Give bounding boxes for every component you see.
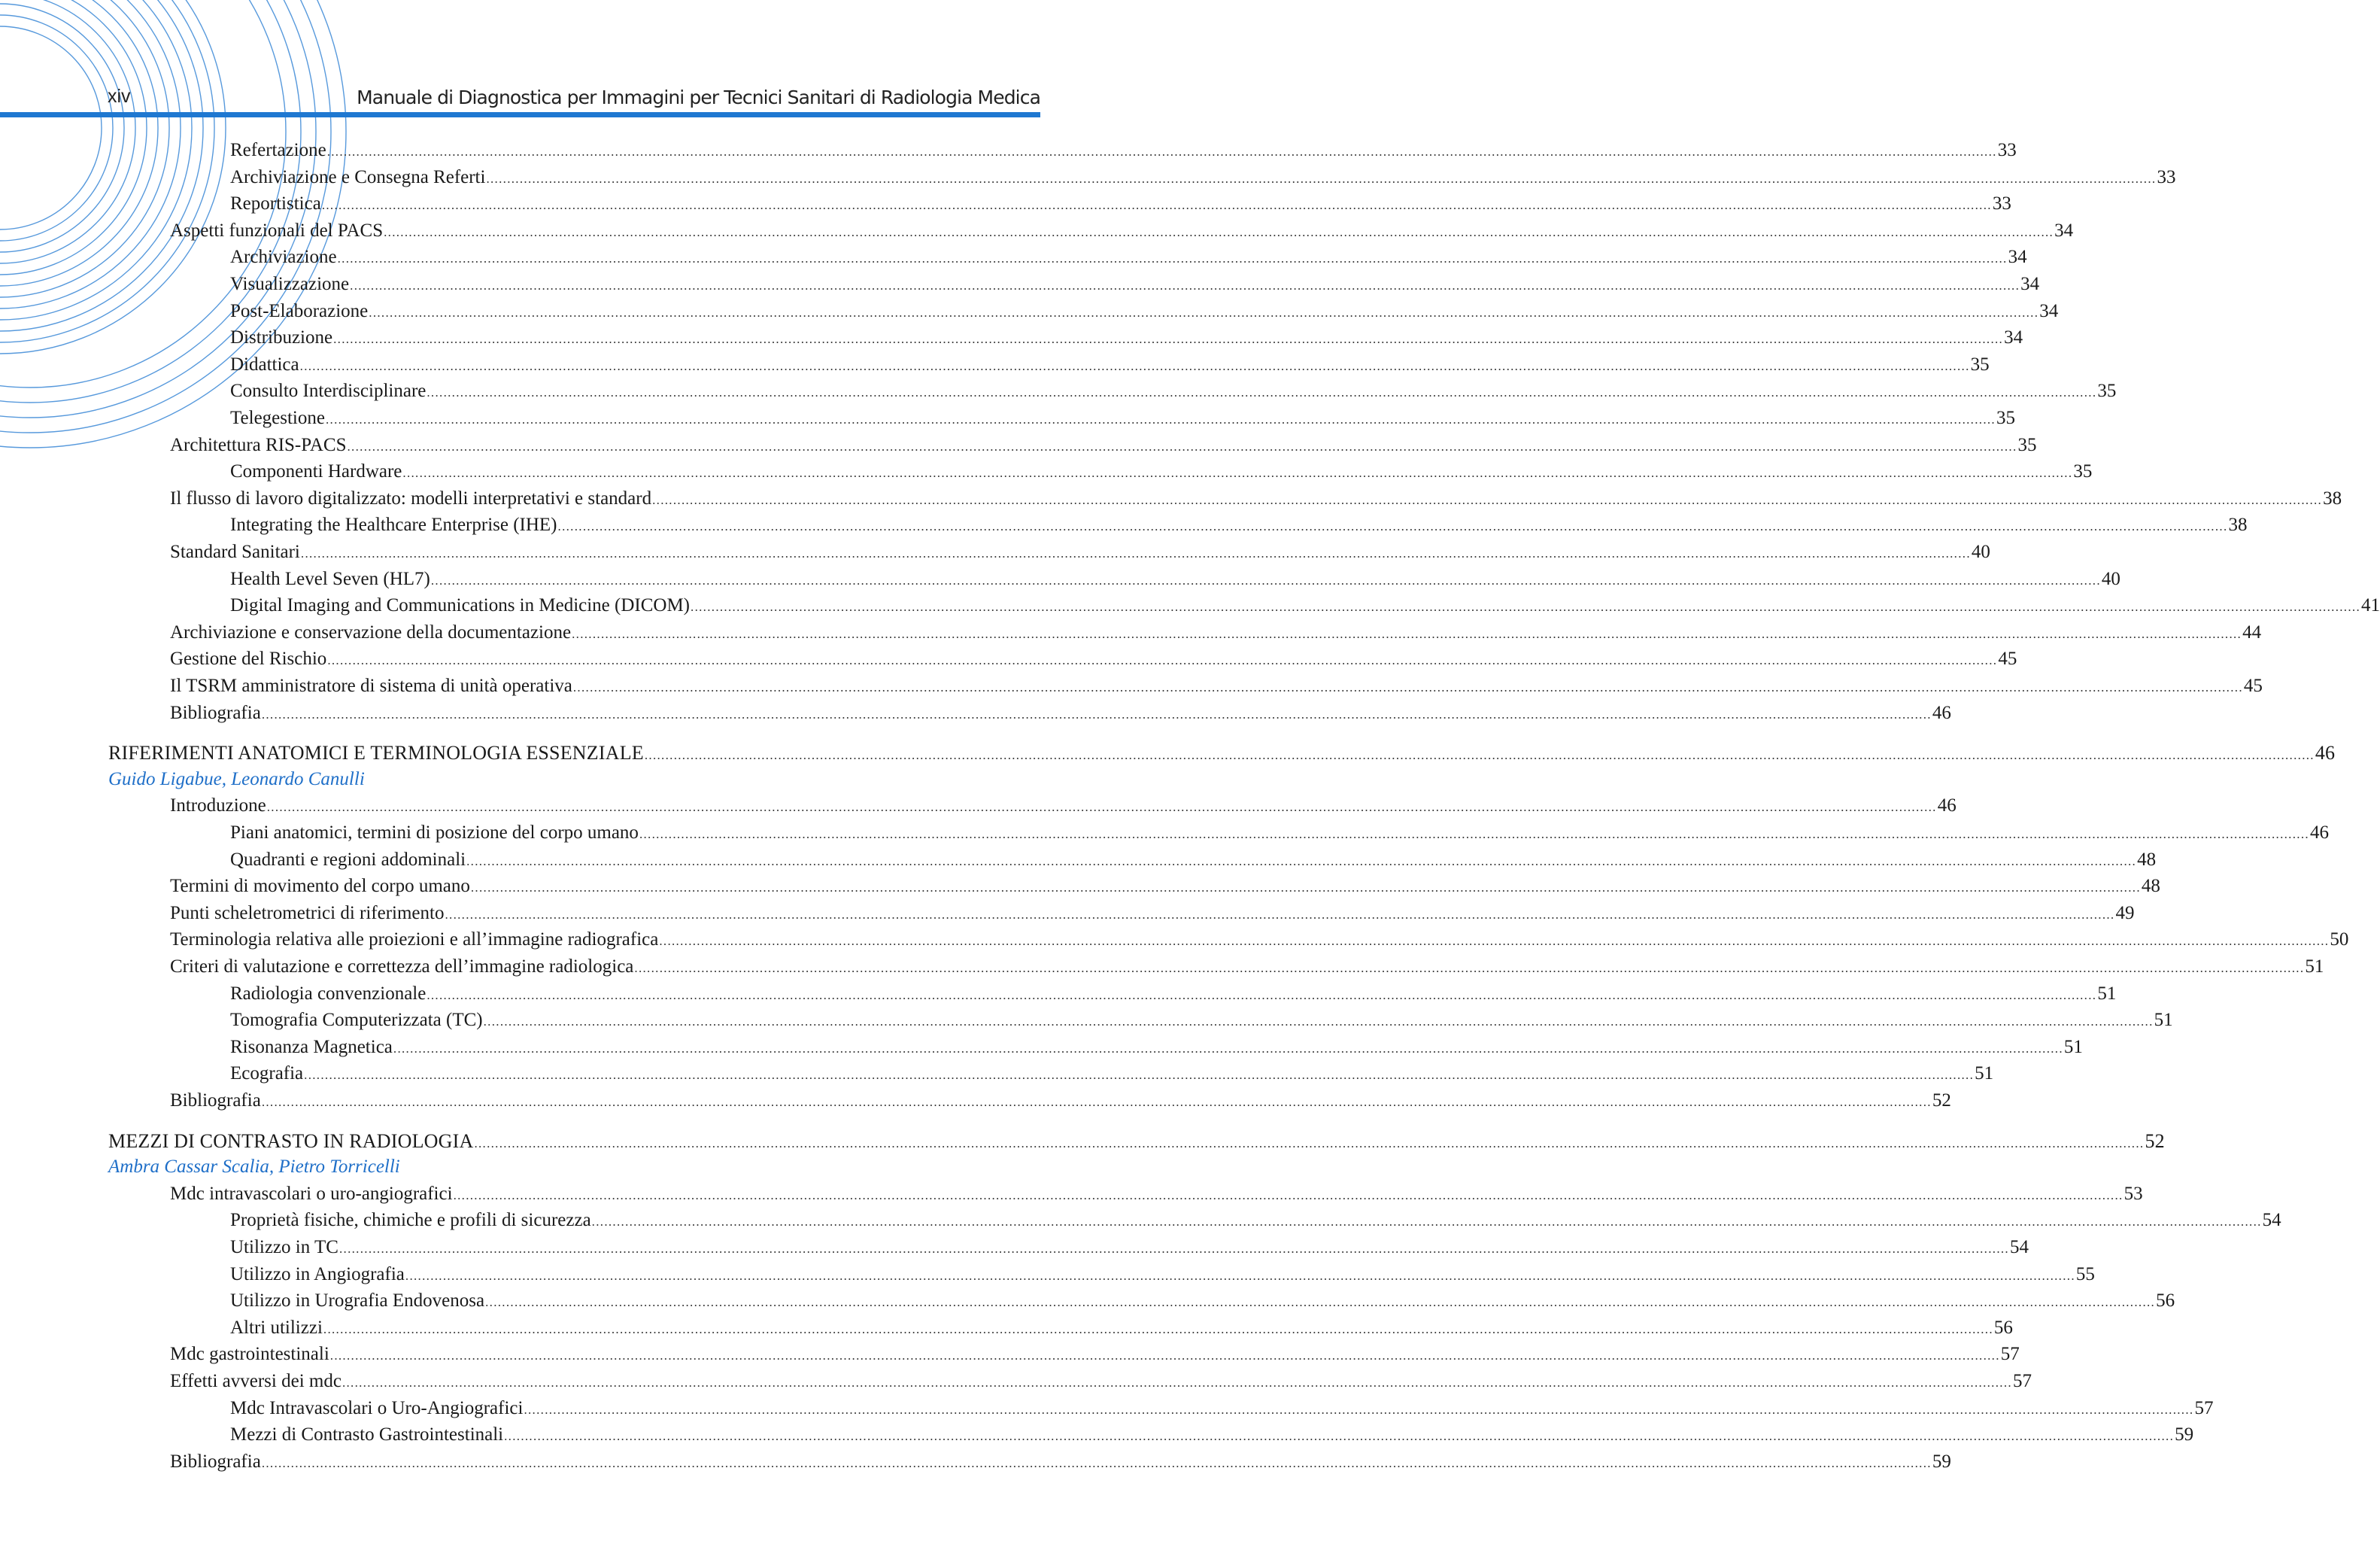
toc-subentry[interactable] — [230, 408, 2015, 435]
toc-entry[interactable] — [170, 488, 2342, 515]
dot-leader: ................................................................................................................................................................................................................................................................................................................................................................................................................ — [572, 680, 2243, 695]
entry-page: 57 — [2194, 1397, 2214, 1418]
entry-title: Reportistica — [230, 193, 321, 214]
entry-page: 46 — [1937, 795, 1957, 816]
entry-page: 46 — [1932, 702, 1951, 723]
entry-page: 54 — [2009, 1237, 2029, 1257]
entry-title: Terminologia relativa alle proiezioni e all’immagine radiografica — [170, 929, 659, 950]
entry-title: Criteri di valutazione e correttezza dell’immagine radiologica — [170, 956, 634, 977]
toc-entry[interactable] — [170, 795, 1957, 822]
toc-entry[interactable] — [170, 542, 1990, 569]
toc-subentry[interactable] — [230, 247, 2027, 274]
chapter-authors: Guido Ligabue, Leonardo Canulli — [108, 768, 365, 789]
entry-page: 55 — [2075, 1263, 2095, 1284]
dot-leader: ................................................................................................................................................................................................................................................................................................................................................................................................................ — [342, 1375, 2012, 1390]
entry-title: Bibliografia — [170, 1451, 261, 1472]
dot-leader: ................................................................................................................................................................................................................................................................................................................................................................................................................ — [430, 573, 2101, 588]
toc-entry[interactable] — [170, 929, 2349, 956]
entry-page: 59 — [2175, 1424, 2194, 1445]
dot-leader: ................................................................................................................................................................................................................................................................................................................................................................................................................ — [427, 987, 2097, 1002]
entry-page: 35 — [2073, 461, 2093, 482]
entry-page: 33 — [1992, 193, 2011, 214]
entry-page: 51 — [2097, 983, 2117, 1004]
entry-page: 49 — [2115, 902, 2135, 923]
entry-title: Distribuzione — [230, 327, 333, 348]
dot-leader: ................................................................................................................................................................................................................................................................................................................................................................................................................ — [474, 1135, 2145, 1150]
entry-title: Digital Imaging and Communications in Medicine (DICOM) — [230, 595, 691, 616]
toc-subentry[interactable] — [230, 1317, 2013, 1345]
dot-leader: ................................................................................................................................................................................................................................................................................................................................................................................................................ — [691, 600, 2361, 615]
dot-leader: ................................................................................................................................................................................................................................................................................................................................................................................................................ — [639, 827, 2309, 841]
toc-subentry[interactable] — [230, 1210, 2281, 1237]
dot-leader: ................................................................................................................................................................................................................................................................................................................................................................................................................ — [634, 961, 2305, 975]
toc-entry[interactable] — [170, 434, 2037, 462]
dot-leader: ................................................................................................................................................................................................................................................................................................................................................................................................................ — [393, 1041, 2063, 1056]
entry-title: Tomografia Computerizzata (TC) — [230, 1010, 483, 1031]
dot-leader: ................................................................................................................................................................................................................................................................................................................................................................................................................ — [261, 1095, 1932, 1109]
entry-page: 52 — [1932, 1090, 1951, 1111]
toc-subentry[interactable] — [230, 595, 2380, 622]
entry-page: 51 — [2063, 1036, 2083, 1057]
toc-subentry[interactable] — [230, 381, 2117, 408]
entry-page: 46 — [2309, 822, 2329, 843]
dot-leader: ................................................................................................................................................................................................................................................................................................................................................................................................................ — [652, 492, 2323, 507]
entry-title: Health Level Seven (HL7) — [230, 568, 430, 589]
entry-page: 51 — [2154, 1010, 2173, 1031]
dot-leader: ................................................................................................................................................................................................................................................................................................................................................................................................................ — [659, 934, 2330, 949]
toc-entry[interactable] — [170, 1183, 2143, 1211]
toc-subentry[interactable] — [230, 461, 2093, 488]
entry-title: Post-Elaborazione — [230, 300, 369, 321]
entry-title: Bibliografia — [170, 702, 261, 723]
entry-title: Effetti avversi dei mdc — [170, 1371, 342, 1391]
entry-page: 57 — [2000, 1344, 2020, 1365]
entry-title: MEZZI DI CONTRASTO IN RADIOLOGIA — [108, 1129, 474, 1152]
toc-subentry[interactable] — [230, 193, 2011, 220]
entry-title: Piani anatomici, termini di posizione del corpo umano — [230, 822, 639, 843]
entry-title: Utilizzo in Angiografia — [230, 1263, 405, 1284]
dot-leader: ................................................................................................................................................................................................................................................................................................................................................................................................................ — [483, 1014, 2154, 1029]
entry-title: Mezzi di Contrasto Gastrointestinali — [230, 1424, 504, 1445]
toc-subentry[interactable] — [230, 515, 2248, 542]
entry-title: Didattica — [230, 354, 299, 375]
toc-subentry[interactable] — [230, 1010, 2173, 1037]
toc-entry[interactable] — [170, 1371, 2032, 1398]
entry-page: 51 — [1975, 1063, 1994, 1084]
entry-title: Archiviazione e conservazione della documentazione — [170, 622, 572, 643]
entry-title: Archiviazione — [230, 247, 337, 268]
entry-title: Utilizzo in TC — [230, 1237, 338, 1257]
entry-page: 48 — [2141, 876, 2160, 897]
entry-page: 56 — [2156, 1290, 2175, 1312]
toc-entry[interactable] — [170, 1451, 1951, 1479]
dot-leader: ................................................................................................................................................................................................................................................................................................................................................................................................................ — [266, 800, 1937, 815]
toc-subentry[interactable] — [230, 1063, 1994, 1090]
toc-subentry[interactable] — [230, 568, 2120, 596]
entry-title: Consulto Interdisciplinare — [230, 381, 427, 402]
toc-subentry[interactable] — [230, 354, 1990, 381]
entry-page: 52 — [2145, 1129, 2165, 1152]
entry-title: Gestione del Rischio — [170, 649, 327, 670]
entry-page: 35 — [2017, 434, 2037, 455]
entry-page: 45 — [1998, 649, 2017, 670]
chapter-authors: Ambra Cassar Scalia, Pietro Torricelli — [108, 1157, 400, 1178]
entry-title: Il flusso di lavoro digitalizzato: modelli interpretativi e standard — [170, 488, 652, 509]
entry-page: 35 — [1996, 408, 2015, 428]
dot-leader: ................................................................................................................................................................................................................................................................................................................................................................................................................ — [333, 332, 2004, 347]
toc-entry[interactable] — [170, 702, 1951, 730]
entry-page: 34 — [2039, 300, 2059, 321]
entry-page: 38 — [2228, 515, 2248, 536]
entry-page: 33 — [2157, 166, 2176, 187]
toc-entry[interactable] — [170, 956, 2324, 983]
entry-title: Standard Sanitari — [170, 542, 300, 562]
entry-title: Termini di movimento del corpo umano — [170, 876, 470, 897]
header-rule — [0, 112, 1040, 117]
dot-leader: ................................................................................................................................................................................................................................................................................................................................................................................................................ — [466, 853, 2137, 868]
entry-title: Mdc intravascolari o uro-angiografici — [170, 1183, 453, 1204]
entry-page: 41 — [2361, 595, 2380, 616]
toc-subentry[interactable] — [230, 1263, 2095, 1291]
entry-title: Telegestione — [230, 408, 325, 428]
dot-leader: ................................................................................................................................................................................................................................................................................................................................................................................................................ — [453, 1187, 2123, 1202]
dot-leader: ................................................................................................................................................................................................................................................................................................................................................................................................................ — [323, 1321, 1993, 1336]
dot-leader: ................................................................................................................................................................................................................................................................................................................................................................................................................ — [591, 1214, 2262, 1229]
toc-entry[interactable] — [170, 902, 2135, 930]
entry-title: Refertazione — [230, 140, 326, 160]
entry-title: Radiologia convenzionale — [230, 983, 427, 1004]
entry-page: 46 — [2315, 742, 2336, 764]
dot-leader: ................................................................................................................................................................................................................................................................................................................................................................................................................ — [304, 1068, 1975, 1083]
running-title: Manuale di Diagnostica per Immagini per Tecnici Sanitari di Radiologia Medica — [357, 87, 1040, 108]
dot-leader: ................................................................................................................................................................................................................................................................................................................................................................................................................ — [369, 305, 2039, 320]
toc-subentry[interactable] — [230, 822, 2329, 850]
entry-page: 56 — [1993, 1317, 2013, 1338]
toc-subentry[interactable] — [230, 1397, 2214, 1425]
toc-subentry[interactable] — [230, 983, 2117, 1011]
entry-page: 38 — [2323, 488, 2342, 509]
dot-leader: ................................................................................................................................................................................................................................................................................................................................................................................................................ — [327, 653, 1998, 668]
toc-entry[interactable] — [170, 649, 2017, 676]
dot-leader: ................................................................................................................................................................................................................................................................................................................................................................................................................ — [572, 626, 2242, 641]
toc-subentry[interactable] — [230, 140, 2017, 167]
entry-page: 53 — [2123, 1183, 2143, 1204]
entry-title: RIFERIMENTI ANATOMICI E TERMINOLOGIA ESSENZIALE — [108, 742, 644, 764]
dot-leader: ................................................................................................................................................................................................................................................................................................................................................................................................................ — [347, 439, 2017, 454]
toc-subentry[interactable] — [230, 300, 2059, 328]
entry-title: Quadranti e regioni addominali — [230, 849, 466, 870]
entry-page: 51 — [2305, 956, 2324, 977]
dot-leader: ................................................................................................................................................................................................................................................................................................................................................................................................................ — [261, 707, 1932, 722]
decorative-arcs — [0, 0, 354, 114]
chapter-heading[interactable] — [108, 1129, 2165, 1157]
entry-title: Visualizzazione — [230, 274, 350, 294]
entry-title: Risonanza Magnetica — [230, 1036, 393, 1057]
entry-page: 44 — [2242, 622, 2262, 643]
entry-title: Componenti Hardware — [230, 461, 402, 482]
entry-title: Archiviazione e Consegna Referti — [230, 166, 486, 187]
toc-subentry[interactable] — [230, 1424, 2194, 1451]
dot-leader: ................................................................................................................................................................................................................................................................................................................................................................................................................ — [470, 880, 2141, 895]
toc-subentry[interactable] — [230, 1237, 2029, 1264]
entry-page: 59 — [1932, 1451, 1951, 1472]
dot-leader: ................................................................................................................................................................................................................................................................................................................................................................................................................ — [299, 358, 1970, 373]
entry-title: Punti scheletrometrici di riferimento — [170, 902, 445, 923]
dot-leader: ................................................................................................................................................................................................................................................................................................................................................................................................................ — [402, 466, 2073, 481]
toc-entry[interactable] — [170, 876, 2160, 903]
dot-leader: ................................................................................................................................................................................................................................................................................................................................................................................................................ — [261, 1455, 1932, 1470]
toc-entry[interactable] — [170, 676, 2263, 703]
dot-leader: ................................................................................................................................................................................................................................................................................................................................................................................................................ — [326, 144, 1997, 159]
entry-title: Proprietà fisiche, chimiche e profili di sicurezza — [230, 1210, 591, 1231]
entry-title: Mdc gastrointestinali — [170, 1344, 329, 1365]
dot-leader: ................................................................................................................................................................................................................................................................................................................................................................................................................ — [644, 748, 2315, 763]
entry-title: Integrating the Healthcare Enterprise (IHE) — [230, 515, 557, 536]
dot-leader: ................................................................................................................................................................................................................................................................................................................................................................................................................ — [329, 1348, 2000, 1363]
entry-page: 35 — [2097, 381, 2117, 402]
dot-leader: ................................................................................................................................................................................................................................................................................................................................................................................................................ — [300, 546, 1971, 561]
dot-leader: ................................................................................................................................................................................................................................................................................................................................................................................................................ — [337, 251, 2008, 266]
toc-subentry[interactable] — [230, 1290, 2175, 1318]
entry-title: Bibliografia — [170, 1090, 261, 1111]
entry-page: 33 — [1997, 140, 2017, 160]
entry-page: 50 — [2330, 929, 2349, 950]
entry-title: Architettura RIS-PACS — [170, 434, 347, 455]
entry-title: Introduzione — [170, 795, 266, 816]
dot-leader: ................................................................................................................................................................................................................................................................................................................................................................................................................ — [384, 224, 2054, 239]
toc-subentry[interactable] — [230, 166, 2176, 194]
dot-leader: ................................................................................................................................................................................................................................................................................................................................................................................................................ — [485, 1295, 2156, 1310]
entry-title: Ecografia — [230, 1063, 304, 1084]
dot-leader: ................................................................................................................................................................................................................................................................................................................................................................................................................ — [427, 385, 2097, 400]
dot-leader: ................................................................................................................................................................................................................................................................................................................................................................................................................ — [405, 1268, 2075, 1283]
dot-leader: ................................................................................................................................................................................................................................................................................................................................................................................................................ — [486, 171, 2157, 186]
entry-page: 40 — [2101, 568, 2120, 589]
entry-title: Utilizzo in Urografia Endovenosa — [230, 1290, 485, 1312]
dot-leader: ................................................................................................................................................................................................................................................................................................................................................................................................................ — [338, 1242, 2009, 1256]
dot-leader: ................................................................................................................................................................................................................................................................................................................................................................................................................ — [321, 198, 1992, 213]
toc-subentry[interactable] — [230, 849, 2157, 877]
entry-page: 57 — [2012, 1371, 2032, 1391]
toc-entry[interactable] — [170, 1344, 2020, 1371]
dot-leader: ................................................................................................................................................................................................................................................................................................................................................................................................................ — [504, 1429, 2175, 1444]
chapter-heading[interactable] — [108, 742, 2336, 769]
toc-entry[interactable] — [170, 622, 2262, 649]
entry-page: 45 — [2243, 676, 2263, 696]
dot-leader: ................................................................................................................................................................................................................................................................................................................................................................................................................ — [325, 412, 1996, 427]
entry-page: 34 — [2008, 247, 2027, 268]
dot-leader: ................................................................................................................................................................................................................................................................................................................................................................................................................ — [350, 278, 2020, 293]
entry-page: 48 — [2137, 849, 2157, 870]
entry-title: Aspetti funzionali del PACS — [170, 220, 384, 241]
entry-title: Il TSRM amministratore di sistema di unità operativa — [170, 676, 572, 696]
entry-page: 34 — [2054, 220, 2074, 241]
toc-subentry[interactable] — [230, 327, 2023, 354]
toc-subentry[interactable] — [230, 1036, 2083, 1064]
entry-title: Altri utilizzi — [230, 1317, 323, 1338]
toc-entry[interactable] — [170, 1090, 1951, 1117]
toc-entry[interactable] — [170, 220, 2074, 248]
toc-subentry[interactable] — [230, 274, 2040, 301]
entry-page: 34 — [2020, 274, 2040, 294]
page-number: xiv — [108, 86, 131, 107]
dot-leader: ................................................................................................................................................................................................................................................................................................................................................................................................................ — [445, 907, 2115, 922]
entry-page: 34 — [2004, 327, 2023, 348]
entry-page: 40 — [1971, 542, 1990, 562]
entry-page: 54 — [2262, 1210, 2281, 1231]
entry-title: Mdc Intravascolari o Uro-Angiografici — [230, 1397, 524, 1418]
dot-leader: ................................................................................................................................................................................................................................................................................................................................................................................................................ — [524, 1402, 2194, 1417]
dot-leader: ................................................................................................................................................................................................................................................................................................................................................................................................................ — [557, 519, 2228, 534]
entry-page: 35 — [1970, 354, 1990, 375]
